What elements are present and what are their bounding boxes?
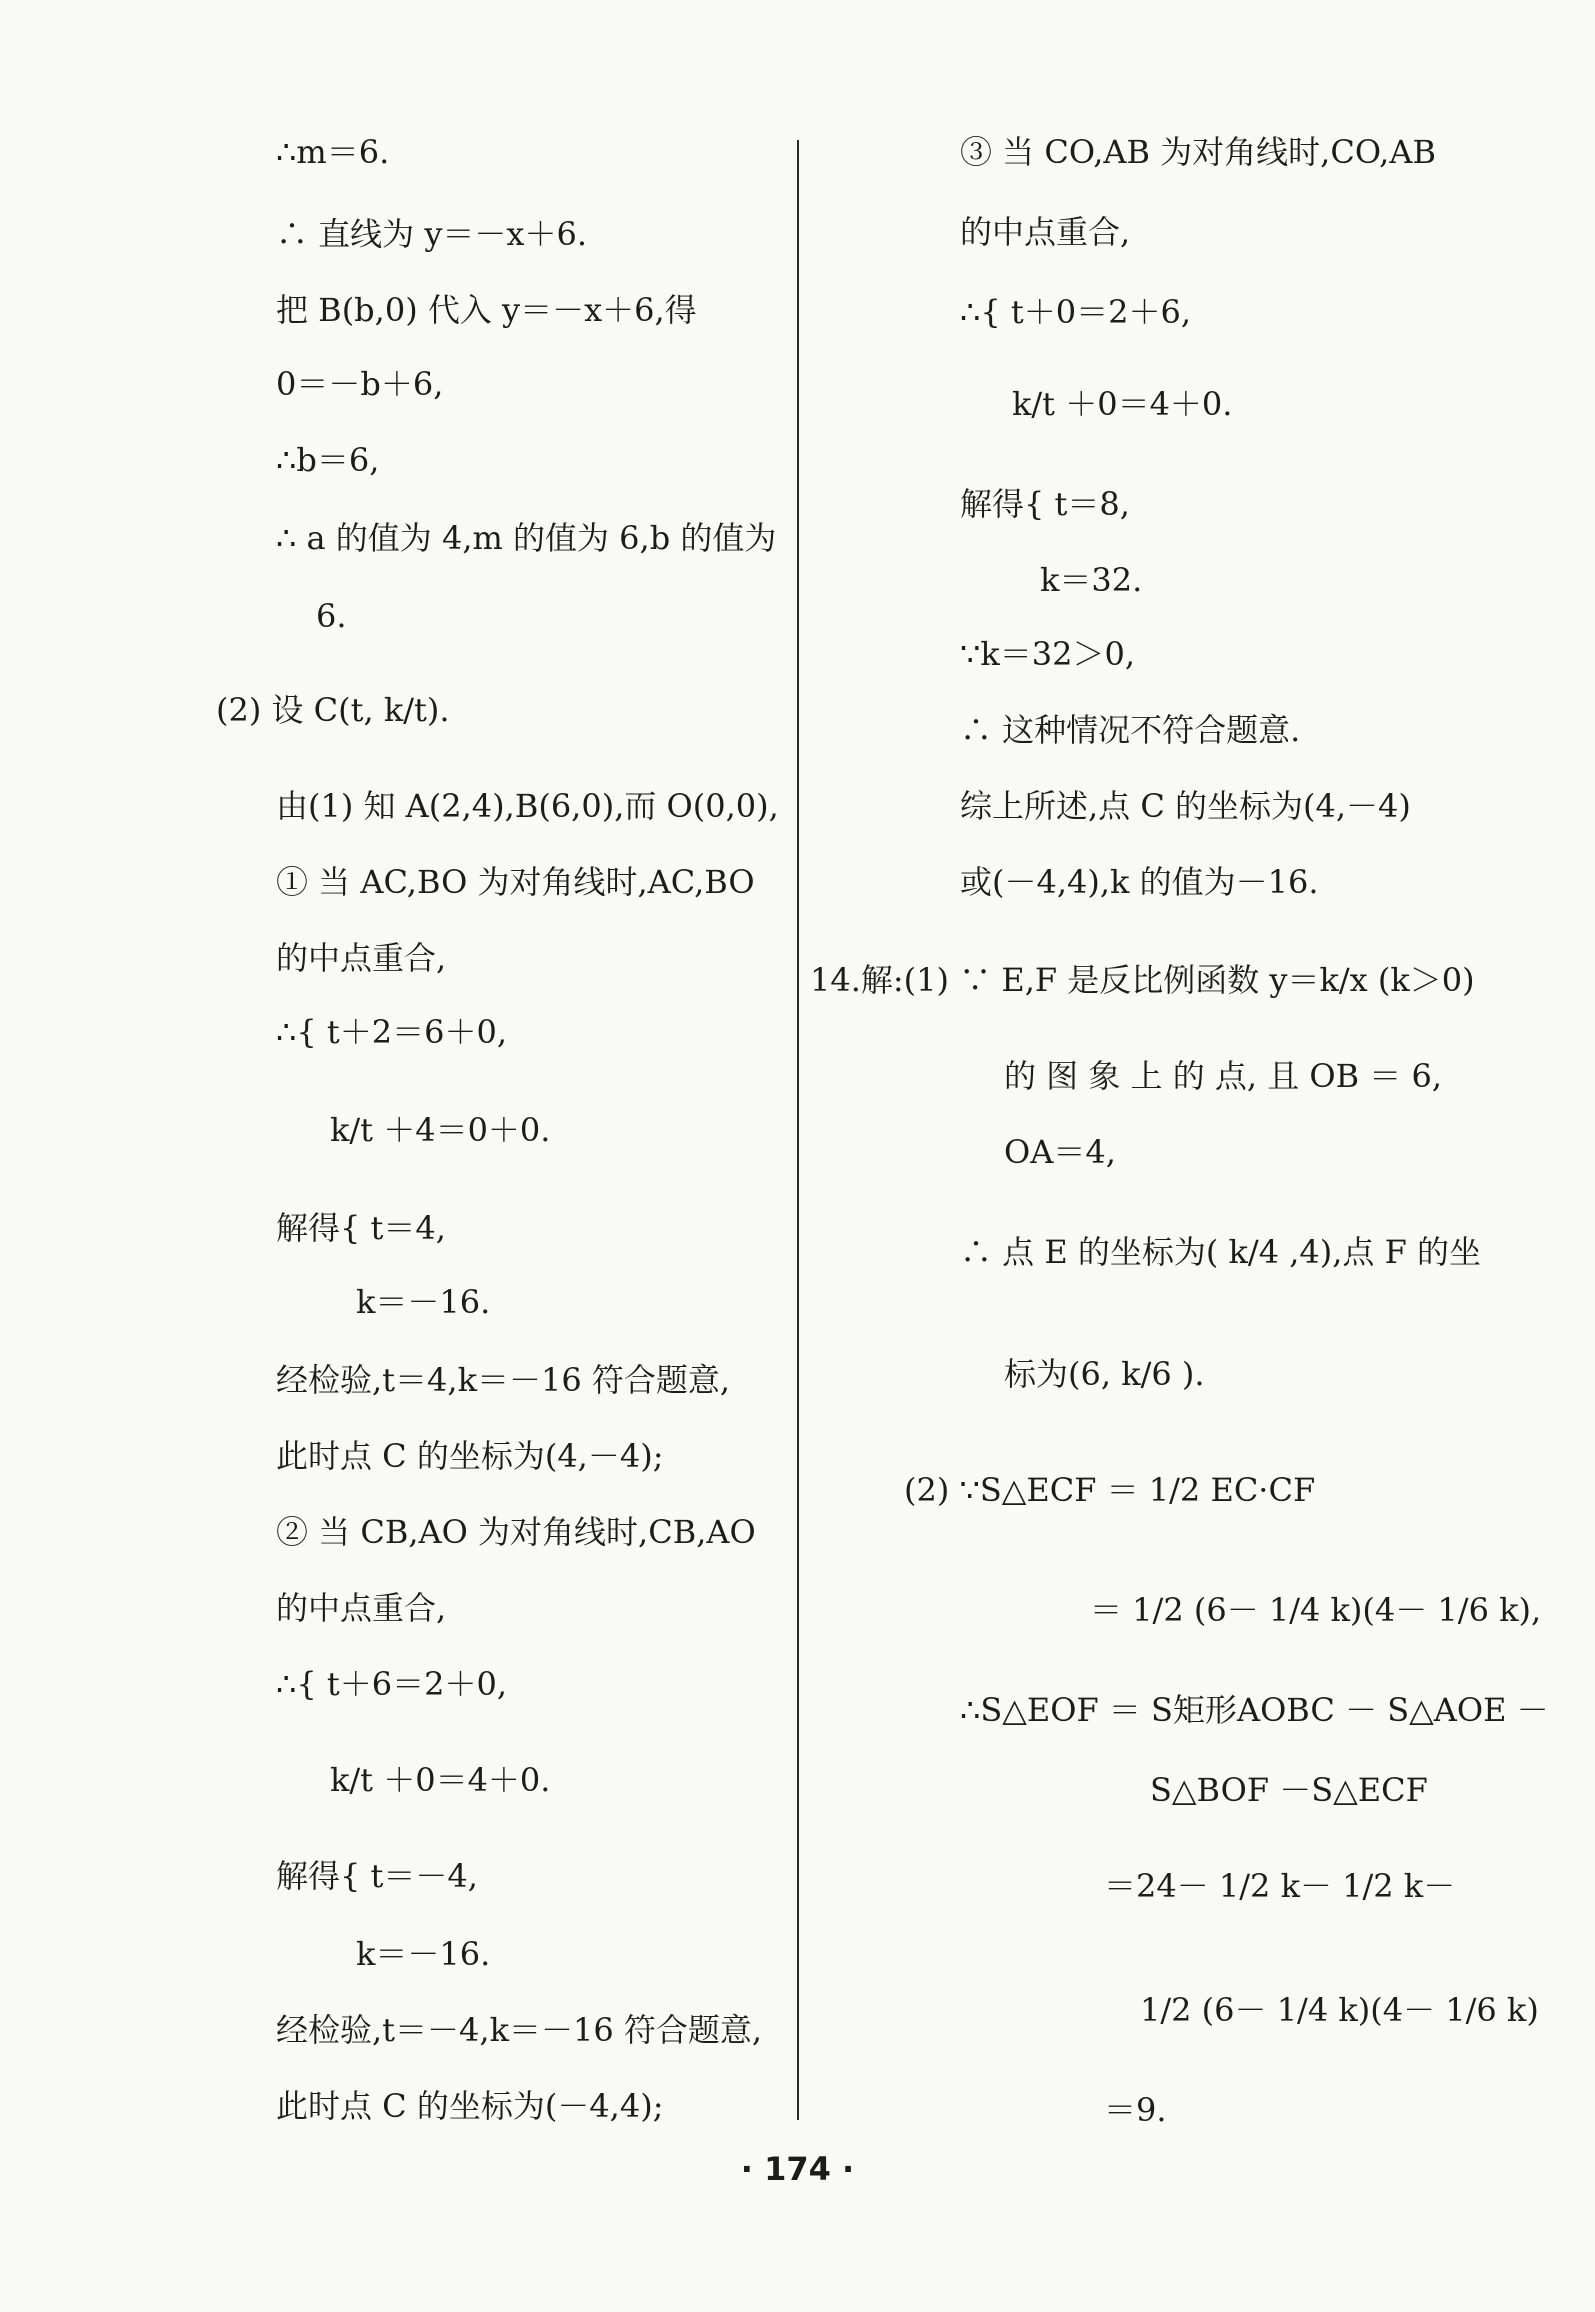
text-line: ∴ 直线为 y＝－x＋6. xyxy=(276,215,588,253)
column-divider xyxy=(797,140,799,2120)
text-line: 此时点 C 的坐标为(4,－4); xyxy=(276,1437,664,1475)
text-line: 标为(6, k/6 ). xyxy=(1004,1355,1205,1393)
text-line: ∴ 点 E 的坐标为( k/4 ,4),点 F 的坐 xyxy=(960,1233,1481,1271)
text-line: 综上所述,点 C 的坐标为(4,－4) xyxy=(960,787,1411,825)
text-line: ① 当 AC,BO 为对角线时,AC,BO xyxy=(276,863,755,901)
text-line: 经检验,t＝4,k＝－16 符合题意, xyxy=(276,1361,731,1399)
question-line: 14.解:(1) ∵ E,F 是反比例函数 y＝k/x (k＞0) xyxy=(810,961,1475,999)
equation-line: S△BOF －S△ECF xyxy=(1150,1771,1428,1809)
text-line: ∴ 这种情况不符合题意. xyxy=(960,711,1301,749)
text-line: OA＝4, xyxy=(1004,1133,1116,1171)
text-line: 此时点 C 的坐标为(－4,4); xyxy=(276,2087,664,2125)
text-line: 0＝－b＋6, xyxy=(276,365,444,403)
equation-line: ∴{ t＋6＝2＋0, xyxy=(276,1665,508,1703)
text-line: 的中点重合, xyxy=(276,1589,447,1627)
text-line: 的 图 象 上 的 点, 且 OB ＝ 6, xyxy=(1004,1057,1443,1095)
equation-line: 解得{ t＝8, xyxy=(960,485,1130,523)
equation-line: (2) ∵S△ECF ＝ 1/2 EC·CF xyxy=(904,1471,1316,1509)
equation-line: ＝9. xyxy=(1104,2091,1167,2129)
equation-line: 解得{ t＝4, xyxy=(276,1209,446,1247)
page-number: · 174 · xyxy=(740,2150,855,2188)
equation-line: ＝24－ 1/2 k－ 1/2 k－ xyxy=(1104,1867,1456,1905)
text-line: ③ 当 CO,AB 为对角线时,CO,AB xyxy=(960,133,1436,171)
equation-line: k＝－16. xyxy=(356,1935,491,1973)
equation-line: k/t ＋4＝0＋0. xyxy=(330,1111,551,1149)
equation-line: k/t ＋0＝4＋0. xyxy=(330,1761,551,1799)
text-line: 由(1) 知 A(2,4),B(6,0),而 O(0,0), xyxy=(276,787,779,825)
text-line: (2) 设 C(t, k/t). xyxy=(216,691,450,729)
equation-line: k＝32. xyxy=(1040,561,1143,599)
text-line: ∴m＝6. xyxy=(276,133,390,171)
equation-line: ∴S△EOF ＝ S矩形AOBC － S△AOE － xyxy=(960,1691,1549,1729)
equation-line: ∴{ t＋0＝2＋6, xyxy=(960,293,1192,331)
equation-line: ∴{ t＋2＝6＋0, xyxy=(276,1013,508,1051)
text-line: 6. xyxy=(316,597,347,635)
text-line: 的中点重合, xyxy=(960,213,1131,251)
text-line: ② 当 CB,AO 为对角线时,CB,AO xyxy=(276,1513,756,1551)
equation-line: k＝－16. xyxy=(356,1283,491,1321)
equation-line: 解得{ t＝－4, xyxy=(276,1857,478,1895)
equation-line: ＝ 1/2 (6－ 1/4 k)(4－ 1/6 k), xyxy=(1090,1591,1542,1629)
text-line: 的中点重合, xyxy=(276,939,447,977)
text-line: 把 B(b,0) 代入 y＝－x＋6,得 xyxy=(276,291,697,329)
text-line: ∴ a 的值为 4,m 的值为 6,b 的值为 xyxy=(276,519,777,557)
equation-line: k/t ＋0＝4＋0. xyxy=(1012,385,1233,423)
text-line: ∵k＝32＞0, xyxy=(960,635,1136,673)
equation-line: 1/2 (6－ 1/4 k)(4－ 1/6 k) xyxy=(1140,1991,1539,2029)
text-line: ∴b＝6, xyxy=(276,441,380,479)
text-line: 经检验,t＝－4,k＝－16 符合题意, xyxy=(276,2011,763,2049)
text-line: 或(－4,4),k 的值为－16. xyxy=(960,863,1319,901)
